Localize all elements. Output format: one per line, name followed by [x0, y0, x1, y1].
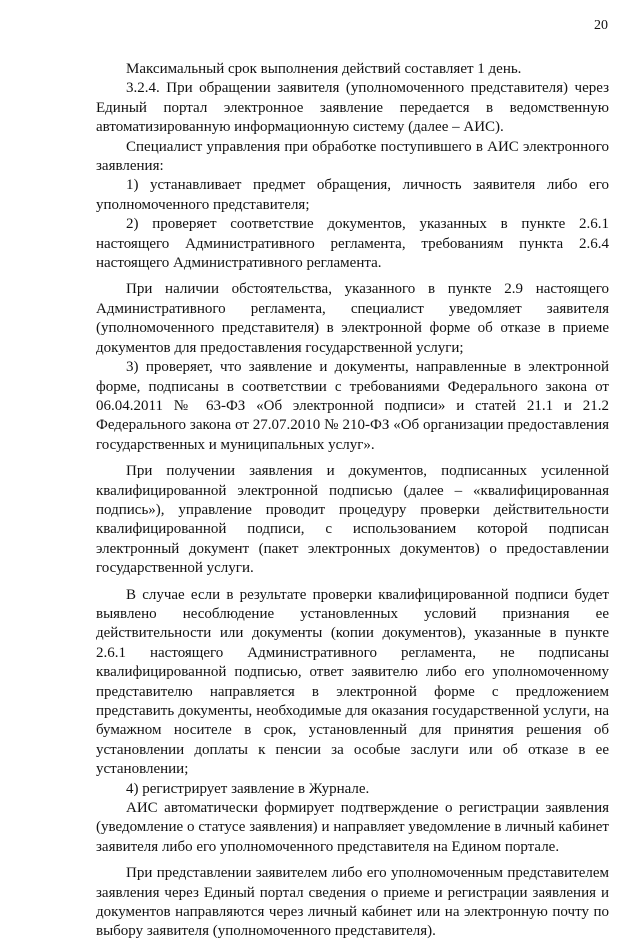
list-item-3: 3) проверяет, что заявление и документы, направленные в электронной форме, подписаны в соответствии с требованиями Федерального закона от 06.04.2011 № 63-ФЗ «Об электронной подписи» и статей 21.1 и 21.2 Федерального закона от 27.07.2010 № 210-ФЗ «Об организации предоставления государственных и муниципальных услуг». [96, 359, 609, 453]
list-item-4: 4) регистрирует заявление в Журнале. [126, 780, 370, 797]
paragraph-ais-notification: АИС автоматически формирует подтверждение о регистрации заявления (уведомление о статусе заявления) и направляет уведомление в личный кабинет заявителя либо его уполномоченного представителя на Едином портале. [96, 800, 609, 855]
list-item-1: 1) устанавливает предмет обращения, личность заявителя либо его уполномоченного представителя; [96, 177, 609, 213]
paragraph-portal-submission: При представлении заявителем либо его уполномоченным представителем заявления через Единый портал сведения о приеме и регистрации заявления и документов направляются через личный кабинет или на электронную почту по выбору заявителя (уполномоченного представителя). [96, 865, 609, 940]
paragraph-refusal-notice: При наличии обстоятельства, указанного в пункте 2.9 настоящего Административного регламента, специалист уведомляет заявителя (уполномоченного представителя) в электронной форме об отказе в приеме документов для предоставления государственной услуги; [96, 281, 609, 356]
paragraph-signature-check-failed: В случае если в результате проверки квалифицированной подписи будет выявлено несоблюдение установленных условий признания ее действительности или документы (копии документов), указанные в пункте 2.6.1 настоящего Административного регламента, не подписаны квалифицированной подписью, ответ заявителю либо его уполномоченному представителю направляется в электронной форме с предложением представить документы, необходимые для оказания государственной услуги, на бумажном носителе в срок, установленный для принятия решения об установлении доплаты к пенсии за особые заслуги или об отказе в ее установлении; [96, 586, 609, 778]
document-body [96, 60, 609, 942]
list-item-2: 2) проверяет соответствие документов, указанных в пункте 2.6.1 настоящего Административного регламента, требованиям пункта 2.6.4 настоящего Административного регламента. [96, 216, 609, 272]
paragraph-specialist-intro: Специалист управления при обработке поступившего в АИС электронного заявления: [96, 138, 609, 175]
paragraph-max-term: Максимальный срок выполнения действий составляет 1 день. [126, 61, 522, 77]
paragraph-3-2-4: 3.2.4. При обращении заявителя (уполномоченного представителя) через Единый портал электронное заявление передается в ведомственную автоматизированную информационную систему (далее – АИС). [96, 80, 609, 136]
paragraph-qualified-signature: При получении заявления и документов, подписанных усиленной квалифицированной электронной подписью (далее – «квалифицированная подпись»), управление проводит процедуру проверки действительности квалифицированной подписи, с использованием которой подписан электронный документ (пакет электронных документов) о предоставлении государственной услуги. [96, 463, 609, 577]
page-number: 20 [594, 18, 608, 33]
